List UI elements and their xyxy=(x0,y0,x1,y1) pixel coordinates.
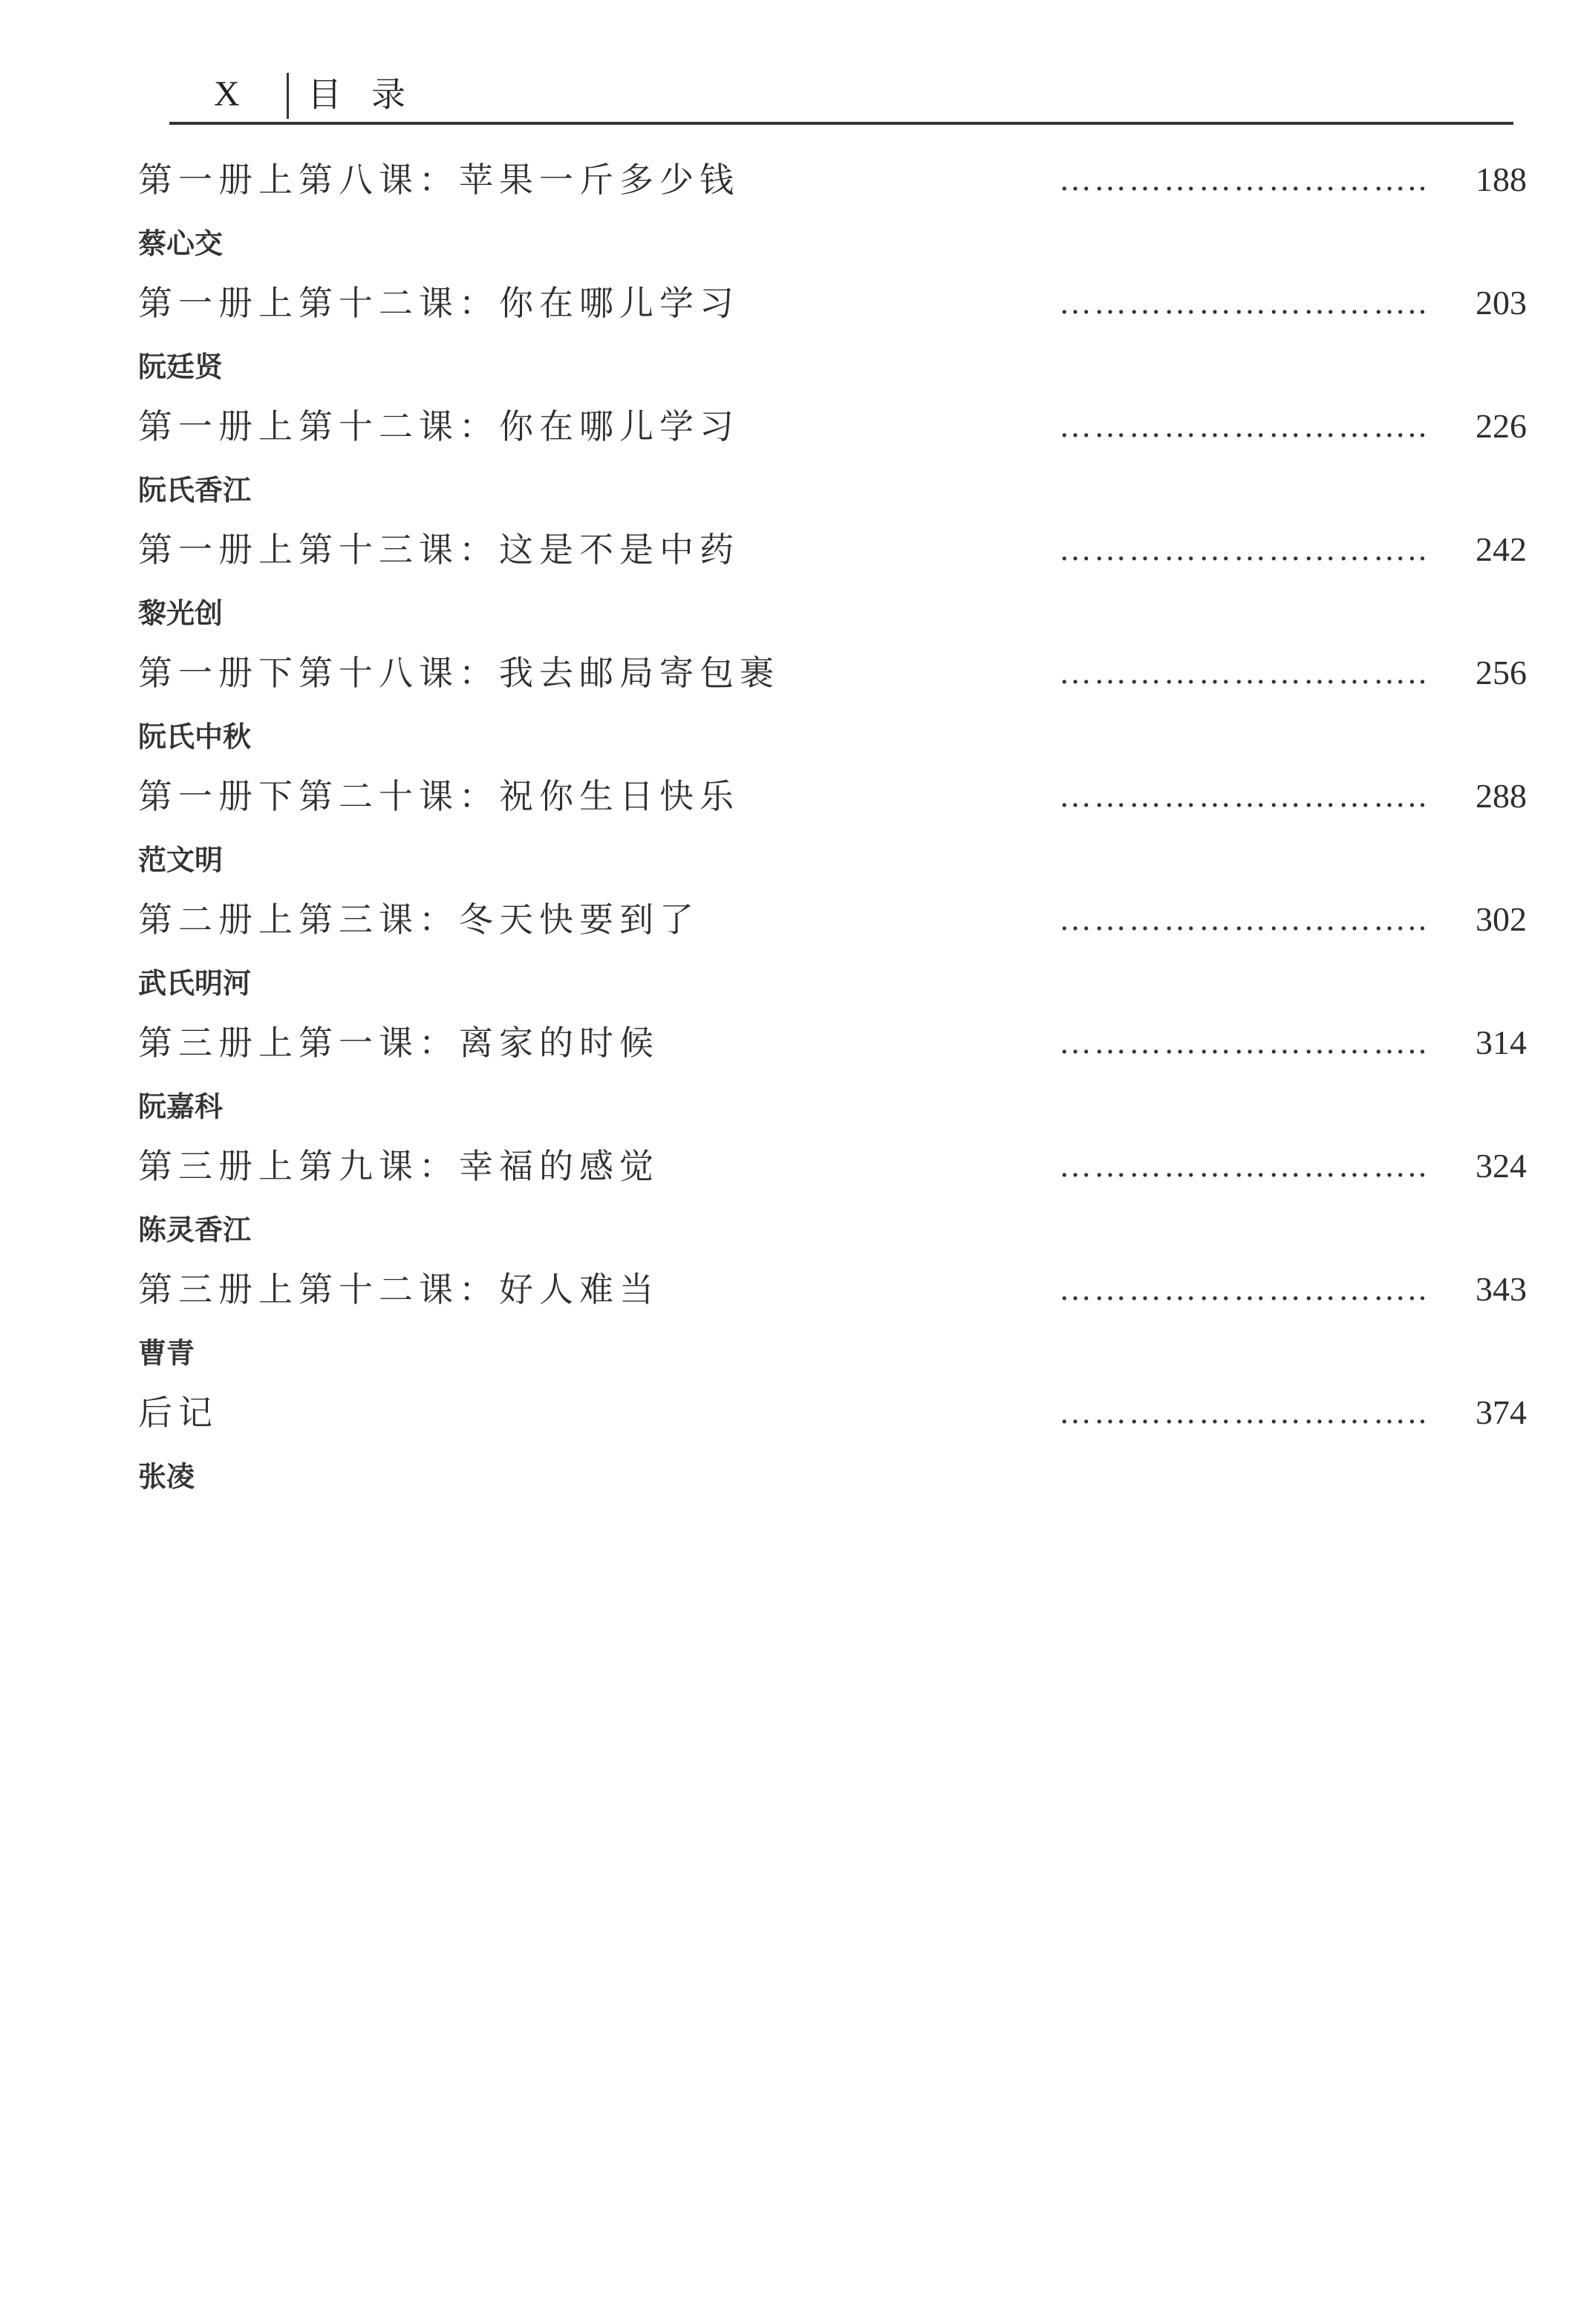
entry-author: 阮嘉科 xyxy=(138,1090,224,1123)
entry-title: 第二册上第三课：冬天快要到了 xyxy=(138,899,700,940)
toc-entry[interactable] xyxy=(138,1021,1527,1144)
entry-title: 第一册上第十三课：这是不是中药 xyxy=(138,530,740,570)
entry-title: 第一册上第八课：苹果一斤多少钱 xyxy=(138,160,740,200)
dot-leader: ………………………….. xyxy=(1059,654,1429,691)
toc-entry[interactable] xyxy=(138,1144,1527,1267)
dot-leader: ………………………….. xyxy=(1059,1148,1429,1184)
entry-page-number: 242 xyxy=(1476,530,1527,568)
dot-leader: ………………………….. xyxy=(1059,1394,1429,1430)
entry-author: 阮氏香江 xyxy=(138,474,252,507)
toc-entry[interactable] xyxy=(138,157,1527,281)
dot-leader: ………………………….. xyxy=(1059,1271,1429,1307)
entry-author: 张凌 xyxy=(138,1460,195,1493)
entry-page-number: 302 xyxy=(1476,900,1527,938)
entry-page-number: 314 xyxy=(1476,1023,1527,1061)
entry-page-number: 343 xyxy=(1476,1270,1527,1308)
dot-leader: ………………………….. xyxy=(1059,284,1429,321)
entry-title: 第三册上第十二课：好人难当 xyxy=(138,1269,659,1309)
entry-title: 后记 xyxy=(138,1393,218,1433)
toc-entry[interactable] xyxy=(138,1390,1527,1514)
entry-page-number: 188 xyxy=(1476,160,1527,198)
toc-entry[interactable] xyxy=(138,774,1527,897)
entry-title: 第三册上第九课：幸福的感觉 xyxy=(138,1146,659,1186)
entry-title: 第一册上第十二课：你在哪儿学习 xyxy=(138,283,740,323)
page-number: X xyxy=(214,74,240,114)
dot-leader: ………………………….. xyxy=(1059,531,1429,567)
entry-page-number: 374 xyxy=(1476,1393,1527,1431)
entry-page-number: 226 xyxy=(1476,407,1527,445)
dot-leader: ………………………….. xyxy=(1059,778,1429,814)
entry-page-number: 324 xyxy=(1476,1147,1527,1185)
entry-author: 范文明 xyxy=(138,844,224,876)
toc-entry[interactable] xyxy=(138,527,1527,651)
entry-page-number: 288 xyxy=(1476,777,1527,815)
dot-leader: ………………………….. xyxy=(1059,901,1429,937)
entry-page-number: 203 xyxy=(1476,284,1527,322)
entry-title: 第一册下第十八课：我去邮局寄包裹 xyxy=(138,653,780,693)
toc-entry[interactable] xyxy=(138,281,1527,404)
entry-author: 蔡心交 xyxy=(138,227,224,260)
entry-author: 阮廷贤 xyxy=(138,351,224,383)
entry-page-number: 256 xyxy=(1476,654,1527,691)
dot-leader: ………………………….. xyxy=(1059,161,1429,198)
entry-title: 第一册上第十二课：你在哪儿学习 xyxy=(138,406,740,446)
entry-author: 阮氏中秋 xyxy=(138,720,252,753)
entry-title: 第一册下第二十课：祝你生日快乐 xyxy=(138,776,740,816)
section-title: 目录 xyxy=(307,74,435,114)
entry-author: 陈灵香江 xyxy=(138,1214,252,1246)
toc-entry[interactable] xyxy=(138,404,1527,527)
entry-author: 武氏明河 xyxy=(138,967,252,1000)
entry-author: 黎光创 xyxy=(138,597,224,630)
page-header xyxy=(169,68,1513,125)
toc-entry[interactable] xyxy=(138,651,1527,774)
table-of-contents xyxy=(138,157,1527,1514)
toc-entry[interactable] xyxy=(138,897,1527,1021)
toc-entry[interactable] xyxy=(138,1267,1527,1390)
dot-leader: ………………………….. xyxy=(1059,408,1429,444)
dot-leader: ………………………….. xyxy=(1059,1024,1429,1061)
entry-author: 曹青 xyxy=(138,1337,195,1370)
entry-title: 第三册上第一课：离家的时候 xyxy=(138,1023,659,1063)
header-divider xyxy=(287,73,289,119)
